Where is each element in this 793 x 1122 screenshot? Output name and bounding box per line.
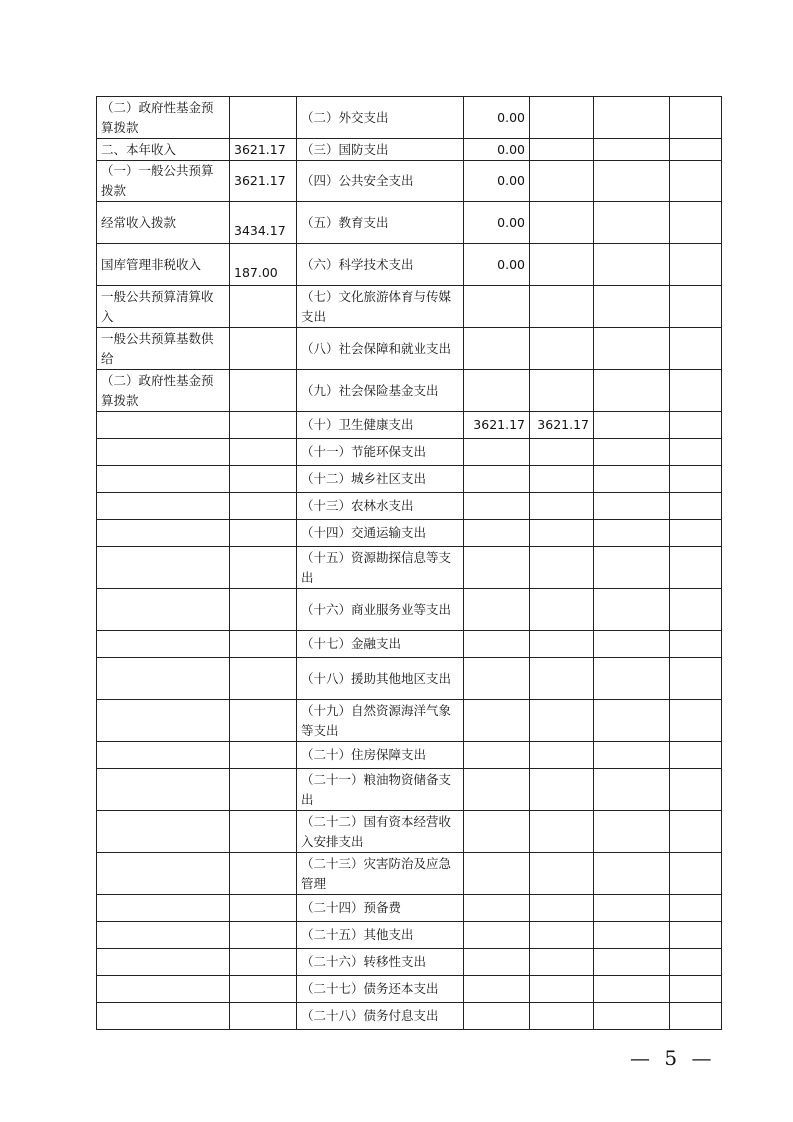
income-amount-cell (230, 328, 297, 370)
expense-general-cell (530, 161, 594, 202)
expense-general-cell (530, 466, 594, 493)
extra-col-7-cell (670, 493, 722, 520)
extra-col-6-cell (594, 412, 670, 439)
expense-item-cell: （十二）城乡社区支出 (297, 466, 464, 493)
expense-total-cell (464, 466, 530, 493)
table-row (97, 853, 722, 895)
expense-item-cell: （七）文化旅游体育与传媒支出 (297, 286, 464, 328)
expense-item-cell: （二十一）粮油物资储备支出 (297, 769, 464, 811)
expense-total-cell (464, 1003, 530, 1030)
extra-col-6-cell (594, 97, 670, 139)
expense-total-cell (464, 520, 530, 547)
extra-col-6-cell (594, 658, 670, 700)
extra-col-7-cell (670, 328, 722, 370)
income-item-cell (97, 769, 230, 811)
table-row (97, 547, 722, 589)
expense-general-cell (530, 853, 594, 895)
income-item-cell (97, 439, 230, 466)
expense-general-cell (530, 547, 594, 589)
income-item-cell (97, 412, 230, 439)
expense-general-cell: 3621.17 (530, 412, 594, 439)
table-row (97, 244, 722, 286)
income-amount-cell (230, 547, 297, 589)
income-amount-cell: 187.00 (230, 244, 297, 286)
expense-general-cell (530, 244, 594, 286)
extra-col-6-cell (594, 769, 670, 811)
expense-item-cell: （二十二）国有资本经营收入安排支出 (297, 811, 464, 853)
expense-item-cell: （十）卫生健康支出 (297, 412, 464, 439)
table-body (97, 97, 722, 1030)
extra-col-7-cell (670, 811, 722, 853)
extra-col-7-cell (670, 202, 722, 244)
extra-col-6-cell (594, 466, 670, 493)
extra-col-6-cell (594, 922, 670, 949)
expense-general-cell (530, 439, 594, 466)
income-amount-cell: 3434.17 (230, 202, 297, 244)
table-row (97, 328, 722, 370)
income-item-cell: 国库管理非税收入 (97, 244, 230, 286)
income-amount-cell (230, 922, 297, 949)
extra-col-7-cell (670, 895, 722, 922)
table-row (97, 976, 722, 1003)
expense-general-cell (530, 139, 594, 161)
extra-col-7-cell (670, 631, 722, 658)
expense-item-cell: （十七）金融支出 (297, 631, 464, 658)
extra-col-7-cell (670, 742, 722, 769)
expense-general-cell (530, 97, 594, 139)
extra-col-6-cell (594, 370, 670, 412)
expense-item-cell: （十一）节能环保支出 (297, 439, 464, 466)
extra-col-7-cell (670, 547, 722, 589)
extra-col-6-cell (594, 493, 670, 520)
expense-item-cell: （二十四）预备费 (297, 895, 464, 922)
expense-general-cell (530, 493, 594, 520)
extra-col-7-cell (670, 922, 722, 949)
expense-general-cell (530, 895, 594, 922)
extra-col-7-cell (670, 949, 722, 976)
expense-general-cell (530, 631, 594, 658)
income-amount-cell (230, 895, 297, 922)
expense-general-cell (530, 742, 594, 769)
expense-total-cell (464, 493, 530, 520)
income-amount-cell (230, 466, 297, 493)
expense-total-cell (464, 811, 530, 853)
extra-col-6-cell (594, 244, 670, 286)
extra-col-6-cell (594, 139, 670, 161)
income-item-cell (97, 631, 230, 658)
income-amount-cell (230, 286, 297, 328)
income-item-cell: （二）政府性基金预算拨款 (97, 97, 230, 139)
table-row (97, 589, 722, 631)
extra-col-6-cell (594, 811, 670, 853)
expense-general-cell (530, 811, 594, 853)
table-row (97, 949, 722, 976)
extra-col-7-cell (670, 700, 722, 742)
expense-item-cell: （五）教育支出 (297, 202, 464, 244)
expense-total-cell: 0.00 (464, 202, 530, 244)
income-amount-cell: 3621.17 (230, 161, 297, 202)
income-item-cell (97, 811, 230, 853)
extra-col-7-cell (670, 161, 722, 202)
expense-total-cell (464, 853, 530, 895)
expense-item-cell: （二十六）转移性支出 (297, 949, 464, 976)
extra-col-7-cell (670, 853, 722, 895)
table-row (97, 700, 722, 742)
table-row (97, 286, 722, 328)
expense-total-cell (464, 700, 530, 742)
extra-col-7-cell (670, 976, 722, 1003)
expense-total-cell (464, 922, 530, 949)
expense-total-cell (464, 370, 530, 412)
expense-general-cell (530, 370, 594, 412)
extra-col-6-cell (594, 520, 670, 547)
extra-col-7-cell (670, 370, 722, 412)
table-row (97, 439, 722, 466)
expense-item-cell: （十八）援助其他地区支出 (297, 658, 464, 700)
expense-total-cell (464, 742, 530, 769)
extra-col-7-cell (670, 520, 722, 547)
extra-col-7-cell (670, 139, 722, 161)
table-row (97, 922, 722, 949)
expense-item-cell: （二十）住房保障支出 (297, 742, 464, 769)
table-row (97, 493, 722, 520)
income-amount-cell (230, 949, 297, 976)
expense-total-cell: 0.00 (464, 97, 530, 139)
expense-item-cell: （十九）自然资源海洋气象等支出 (297, 700, 464, 742)
expense-general-cell (530, 589, 594, 631)
expense-total-cell: 0.00 (464, 139, 530, 161)
expense-general-cell (530, 328, 594, 370)
table-row (97, 769, 722, 811)
extra-col-7-cell (670, 1003, 722, 1030)
income-item-cell: 一般公共预算清算收入 (97, 286, 230, 328)
table-row (97, 161, 722, 202)
extra-col-7-cell (670, 244, 722, 286)
income-item-cell (97, 589, 230, 631)
expense-total-cell (464, 589, 530, 631)
extra-col-6-cell (594, 742, 670, 769)
extra-col-6-cell (594, 328, 670, 370)
extra-col-6-cell (594, 286, 670, 328)
table-row (97, 466, 722, 493)
expense-total-cell (464, 439, 530, 466)
income-item-cell (97, 895, 230, 922)
expense-general-cell (530, 1003, 594, 1030)
extra-col-6-cell (594, 949, 670, 976)
table-row (97, 811, 722, 853)
extra-col-7-cell (670, 658, 722, 700)
income-amount-cell (230, 769, 297, 811)
income-item-cell (97, 493, 230, 520)
expense-general-cell (530, 658, 594, 700)
income-amount-cell (230, 493, 297, 520)
extra-col-6-cell (594, 202, 670, 244)
income-amount-cell (230, 700, 297, 742)
expense-general-cell (530, 976, 594, 1003)
income-amount-cell: 3621.17 (230, 139, 297, 161)
expense-item-cell: （十四）交通运输支出 (297, 520, 464, 547)
income-amount-cell (230, 853, 297, 895)
table-row (97, 658, 722, 700)
expense-total-cell (464, 895, 530, 922)
income-amount-cell (230, 439, 297, 466)
expense-item-cell: （四）公共安全支出 (297, 161, 464, 202)
expense-total-cell: 3621.17 (464, 412, 530, 439)
extra-col-7-cell (670, 439, 722, 466)
expense-item-cell: （三）国防支出 (297, 139, 464, 161)
income-item-cell (97, 520, 230, 547)
expense-general-cell (530, 769, 594, 811)
extra-col-6-cell (594, 700, 670, 742)
income-amount-cell (230, 370, 297, 412)
expense-total-cell (464, 631, 530, 658)
income-item-cell: （二）政府性基金预算拨款 (97, 370, 230, 412)
expense-item-cell: （二十七）债务还本支出 (297, 976, 464, 1003)
table-row (97, 742, 722, 769)
expense-general-cell (530, 949, 594, 976)
income-item-cell (97, 700, 230, 742)
extra-col-6-cell (594, 439, 670, 466)
expense-item-cell: （二）外交支出 (297, 97, 464, 139)
expense-total-cell (464, 547, 530, 589)
income-amount-cell (230, 520, 297, 547)
income-item-cell: 一般公共预算基数供给 (97, 328, 230, 370)
income-item-cell (97, 853, 230, 895)
income-amount-cell (230, 97, 297, 139)
extra-col-7-cell (670, 286, 722, 328)
expense-item-cell: （十五）资源勘探信息等支出 (297, 547, 464, 589)
expense-total-cell (464, 658, 530, 700)
income-amount-cell (230, 1003, 297, 1030)
income-item-cell (97, 949, 230, 976)
expense-item-cell: （十三）农林水支出 (297, 493, 464, 520)
income-item-cell (97, 742, 230, 769)
expense-general-cell (530, 286, 594, 328)
expense-item-cell: （十六）商业服务业等支出 (297, 589, 464, 631)
extra-col-7-cell (670, 412, 722, 439)
expense-item-cell: （八）社会保障和就业支出 (297, 328, 464, 370)
extra-col-6-cell (594, 161, 670, 202)
expense-general-cell (530, 700, 594, 742)
income-item-cell: 经常收入拨款 (97, 202, 230, 244)
table-row (97, 97, 722, 139)
income-item-cell (97, 658, 230, 700)
expense-item-cell: （六）科学技术支出 (297, 244, 464, 286)
income-item-cell (97, 1003, 230, 1030)
income-amount-cell (230, 811, 297, 853)
expense-total-cell: 0.00 (464, 244, 530, 286)
income-item-cell (97, 547, 230, 589)
expense-item-cell: （二十八）债务付息支出 (297, 1003, 464, 1030)
extra-col-7-cell (670, 466, 722, 493)
income-item-cell (97, 466, 230, 493)
income-amount-cell (230, 976, 297, 1003)
expense-item-cell: （九）社会保险基金支出 (297, 370, 464, 412)
expense-total-cell: 0.00 (464, 161, 530, 202)
table-row (97, 412, 722, 439)
budget-table (96, 96, 722, 1030)
extra-col-6-cell (594, 631, 670, 658)
table-row (97, 1003, 722, 1030)
extra-col-7-cell (670, 769, 722, 811)
extra-col-6-cell (594, 589, 670, 631)
table-row (97, 202, 722, 244)
expense-total-cell (464, 949, 530, 976)
expense-total-cell (464, 286, 530, 328)
page-number: — 5 — (630, 1046, 716, 1070)
income-amount-cell (230, 631, 297, 658)
extra-col-6-cell (594, 853, 670, 895)
income-item-cell: （一）一般公共预算拨款 (97, 161, 230, 202)
extra-col-7-cell (670, 589, 722, 631)
extra-col-6-cell (594, 976, 670, 1003)
expense-general-cell (530, 922, 594, 949)
income-amount-cell (230, 742, 297, 769)
income-amount-cell (230, 412, 297, 439)
expense-total-cell (464, 328, 530, 370)
table-row (97, 370, 722, 412)
expense-general-cell (530, 520, 594, 547)
expense-item-cell: （二十三）灾害防治及应急管理 (297, 853, 464, 895)
extra-col-6-cell (594, 895, 670, 922)
income-amount-cell (230, 658, 297, 700)
extra-col-6-cell (594, 1003, 670, 1030)
extra-col-6-cell (594, 547, 670, 589)
table-row (97, 631, 722, 658)
expense-general-cell (530, 202, 594, 244)
table-row (97, 895, 722, 922)
income-item-cell: 二、本年收入 (97, 139, 230, 161)
expense-total-cell (464, 769, 530, 811)
expense-item-cell: （二十五）其他支出 (297, 922, 464, 949)
table-row (97, 139, 722, 161)
income-item-cell (97, 922, 230, 949)
expense-total-cell (464, 976, 530, 1003)
extra-col-7-cell (670, 97, 722, 139)
income-item-cell (97, 976, 230, 1003)
table-row (97, 520, 722, 547)
income-amount-cell (230, 589, 297, 631)
